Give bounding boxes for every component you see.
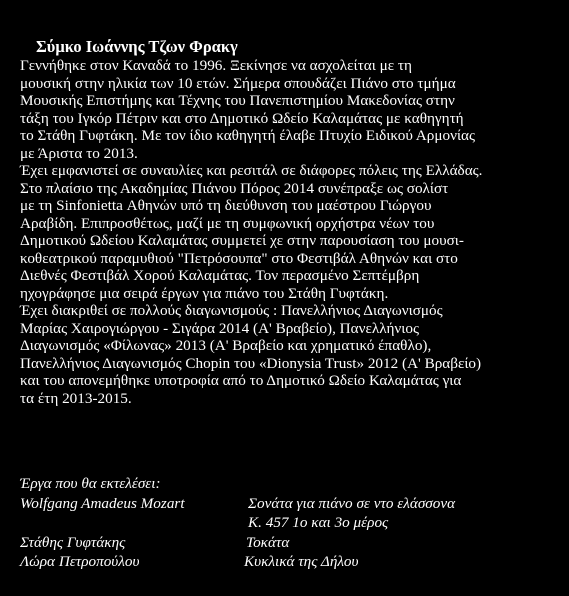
bio-line: Μαρίας Χαιρογιώργου - Σιγάρα 2014 (Α' Βραβείο), Πανελλήνιος [20, 319, 419, 337]
work-piece: Κ. 457 1ο και 3ο μέρος [248, 514, 389, 531]
bio-line: Διεθνές Φεστιβάλ Χορού Καλαμάτας. Τον περασμένο Σεπτέμβρη [20, 267, 420, 284]
bio-line: τάξη του Ιγκόρ Πέτριν και στο Δημοτικό Ωδείο Καλαμάτας με καθηγητή [20, 109, 464, 127]
work-row [20, 533, 565, 553]
biography-text [20, 57, 565, 407]
bio-line: το Στάθη Γυφτάκη. Με τον ίδιο καθηγητή έλαβε Πτυχίο Ειδικού Αρμονίας [20, 127, 476, 144]
bio-line: Έχει διακριθεί σε πολλούς διαγωνισμούς : Πανελλήνιος Διαγωνισμός [20, 302, 443, 319]
bio-line: κοθεατρικού παραμυθιού "Πετρόσουπα" στο Φεστιβάλ Αθηνών και στο [20, 249, 458, 267]
work-row [20, 494, 565, 514]
bio-line: Αραβίδη. Επιπροσθέτως, μαζί με τη συμφωνική ορχήστρα νέων του [20, 214, 435, 232]
work-composer: Στάθης Γυφτάκης [20, 533, 126, 551]
bio-line: Διαγωνισμός «Φίλωνας» 2013 (Α' Βραβείο και χρηματικό έπαθλο), [20, 337, 432, 354]
bio-line: Γεννήθηκε στον Καναδά το 1996. Ξεκίνησε να ασχολείται με τη [20, 57, 412, 74]
work-piece: Κυκλικά της Δήλου [244, 553, 359, 570]
performer-name-title: Σύμκο Ιωάννης Τζων Φρακγ [36, 37, 238, 56]
work-piece: Σονάτα για πιάνο σε ντο ελάσσονα [248, 494, 456, 512]
bio-line: με Άριστα το 2013. [20, 144, 138, 162]
bio-line: και του απονεμήθηκε υποτροφία από το Δημοτικό Ωδείο Καλαμάτας για [20, 372, 462, 389]
bio-line: μουσική στην ηλικία των 10 ετών. Σήμερα σπουδάζει Πιάνο στο τμήμα [20, 74, 456, 92]
work-row [20, 513, 565, 533]
work-composer: Λώρα Πετροπούλου [20, 553, 140, 570]
bio-line: Στο πλαίσιο της Ακαδημίας Πιάνου Πόρος 2014 συνέπραξε ως σολίστ [20, 179, 449, 197]
bio-line: Δημοτικού Ωδείου Καλαμάτας συμμετεί χε στην παρουσίαση του μουσι- [20, 232, 464, 249]
work-composer: Wolfgang Amadeus Mozart [20, 494, 185, 512]
bio-line: Πανελλήνιος Διαγωνισμός Chopin του «Dionysia Trust» 2012 (Α' Βραβείο) [20, 354, 482, 372]
bio-line: Μουσικής Επιστήμης και Τέχνης του Πανεπιστημίου Μακεδονίας στην [20, 92, 455, 109]
bio-line: ηχογράφησε μια σειρά έργων για πιάνο του Στάθη Γυφτάκη. [20, 284, 389, 302]
work-row [20, 552, 565, 572]
bio-line: Έχει εμφανιστεί σε συναυλίες και ρεσιτάλ σε διάφορες πόλεις της Ελλάδας. [20, 162, 483, 179]
work-piece: Τοκάτα [246, 533, 290, 551]
bio-line: με τη Sinfonietta Αθηνών υπό τη διεύθυνση του μαέστρου Γιώργου [20, 197, 432, 214]
bio-line: τα έτη 2013-2015. [20, 389, 132, 407]
works-heading: Έργα που θα εκτελέσει: [20, 475, 161, 492]
program-works [20, 474, 565, 572]
